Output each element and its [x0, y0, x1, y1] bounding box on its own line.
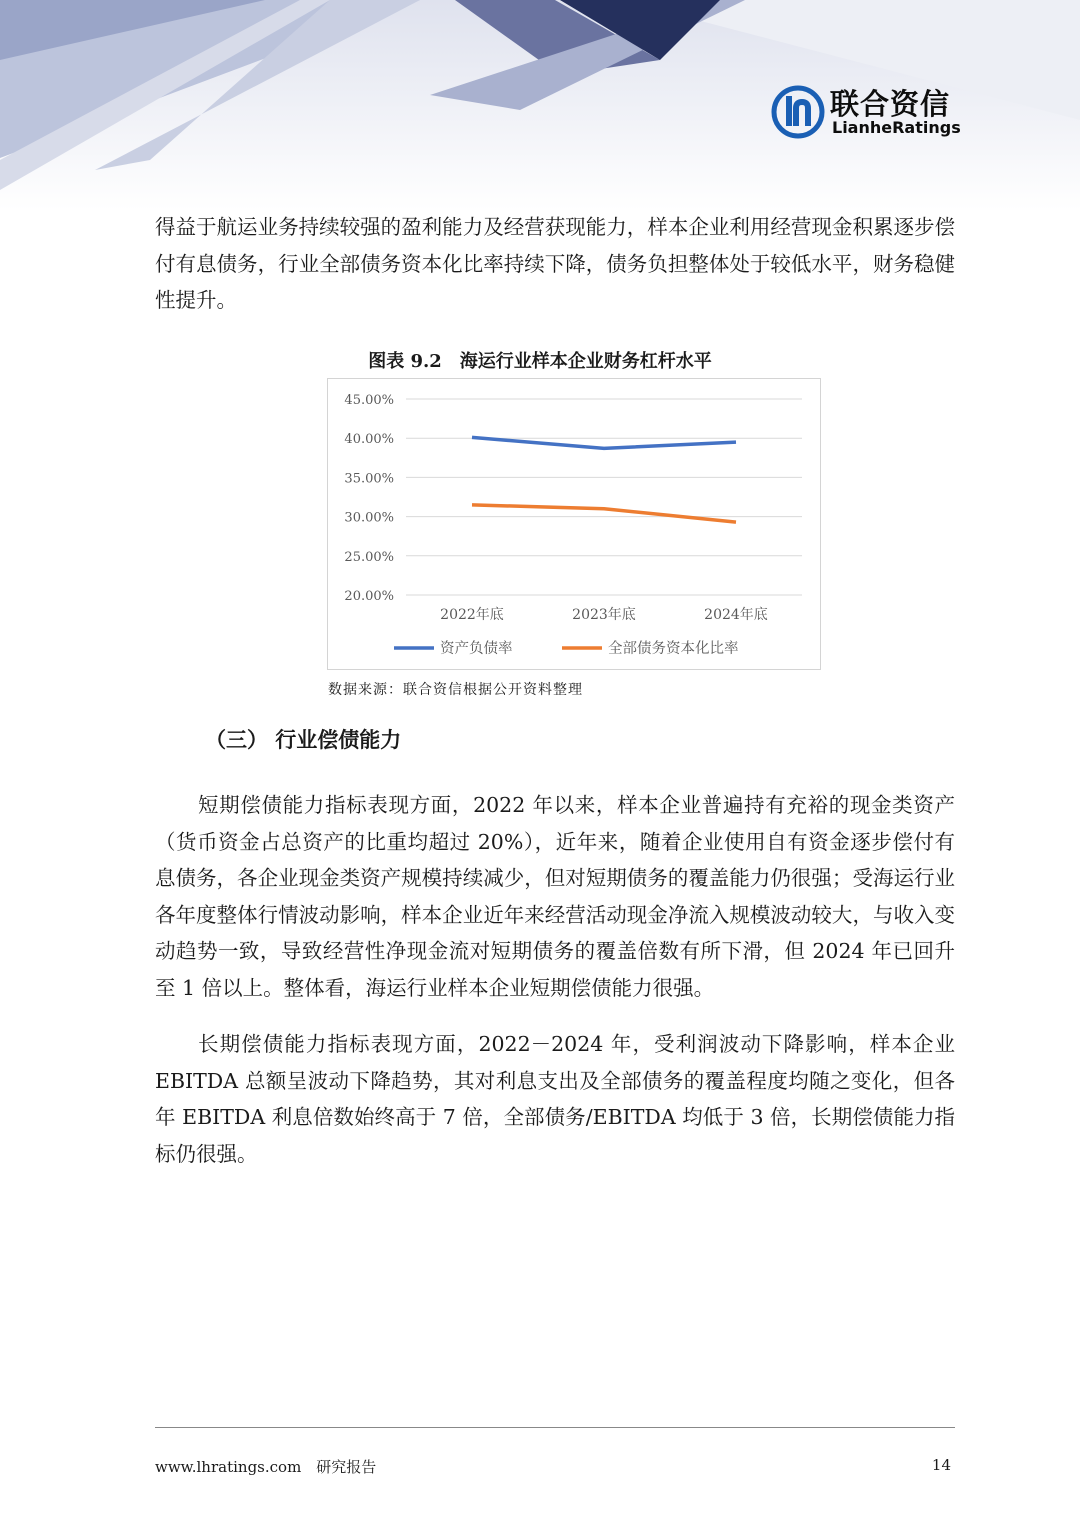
- section-heading: （三） 行业偿债能力: [205, 728, 402, 752]
- footer-site: www.lhratings.com 研究报告: [155, 1458, 377, 1476]
- figure-source: 数据来源：联合资信根据公开资料整理: [328, 682, 583, 698]
- page-number: 14: [931, 1456, 951, 1474]
- y-tick-label: 25.00%: [344, 549, 394, 565]
- series-line-1: [472, 437, 736, 448]
- paragraph-short-term: 短期偿债能力指标表现方面，2022 年以来，样本企业普遍持有充裕的现金类资产（货币资金占总资产的比重均超过 20%），近年来，随着企业使用自有资金逐步偿付有息债务，各企业现金类资产规模持续减少，但对短期债务的覆盖能力仍很强；受海运行业各年度整体行情波动影响，样本企业近年来经营活动现金净流入规模波动较大，与收入变动趋势一致，导致经营性净现金流对短期债务的覆盖倍数有所下滑，但 2024 年已回升至 1 倍以上。整体看，海运行业样本企业短期偿债能力很强。: [155, 793, 955, 1000]
- legend-label: 资产负债率: [440, 641, 513, 657]
- y-tick-label: 45.00%: [344, 393, 394, 408]
- legend-label: 全部债务资本化比率: [608, 641, 739, 657]
- footer-divider: [155, 1427, 955, 1428]
- paragraph-long-term: 长期偿债能力指标表现方面，2022－2024 年，受利润波动下降影响，样本企业 EBITDA 总额呈波动下降趋势，其对利息支出及全部债务的覆盖程度均随之变化，但各年 EBITDA 利息倍数始终高于 7 倍，全部债务/EBITDA 均低于 3 倍，长期偿债能力指标仍很强。: [155, 1032, 955, 1166]
- logo-chinese-name: 联合资信: [830, 87, 951, 121]
- paragraph-intro: 得益于航运业务持续较强的盈利能力及经营获现能力，样本企业利用经营现金积累逐步偿付有息债务，行业全部债务资本化比率持续下降，债务负担整体处于较低水平，财务稳健性提升。: [155, 215, 955, 312]
- y-tick-label: 35.00%: [344, 471, 394, 487]
- y-tick-label: 20.00%: [344, 589, 394, 604]
- lianhe-logo: [770, 82, 970, 142]
- x-tick-label: 2024年底: [704, 607, 768, 623]
- leverage-chart-svg: [328, 379, 822, 671]
- x-tick-label: 2023年底: [572, 607, 636, 623]
- figure-title: 图表 9.2 海运行业样本企业财务杠杆水平: [368, 351, 712, 372]
- logo-english-name: LianheRatings: [832, 118, 961, 137]
- lianhe-logo-icon: [770, 84, 826, 140]
- y-tick-label: 40.00%: [344, 432, 394, 448]
- x-tick-label: 2022年底: [440, 607, 504, 623]
- leverage-chart: [327, 378, 821, 670]
- series-line-2: [472, 505, 736, 522]
- y-tick-label: 30.00%: [344, 510, 394, 526]
